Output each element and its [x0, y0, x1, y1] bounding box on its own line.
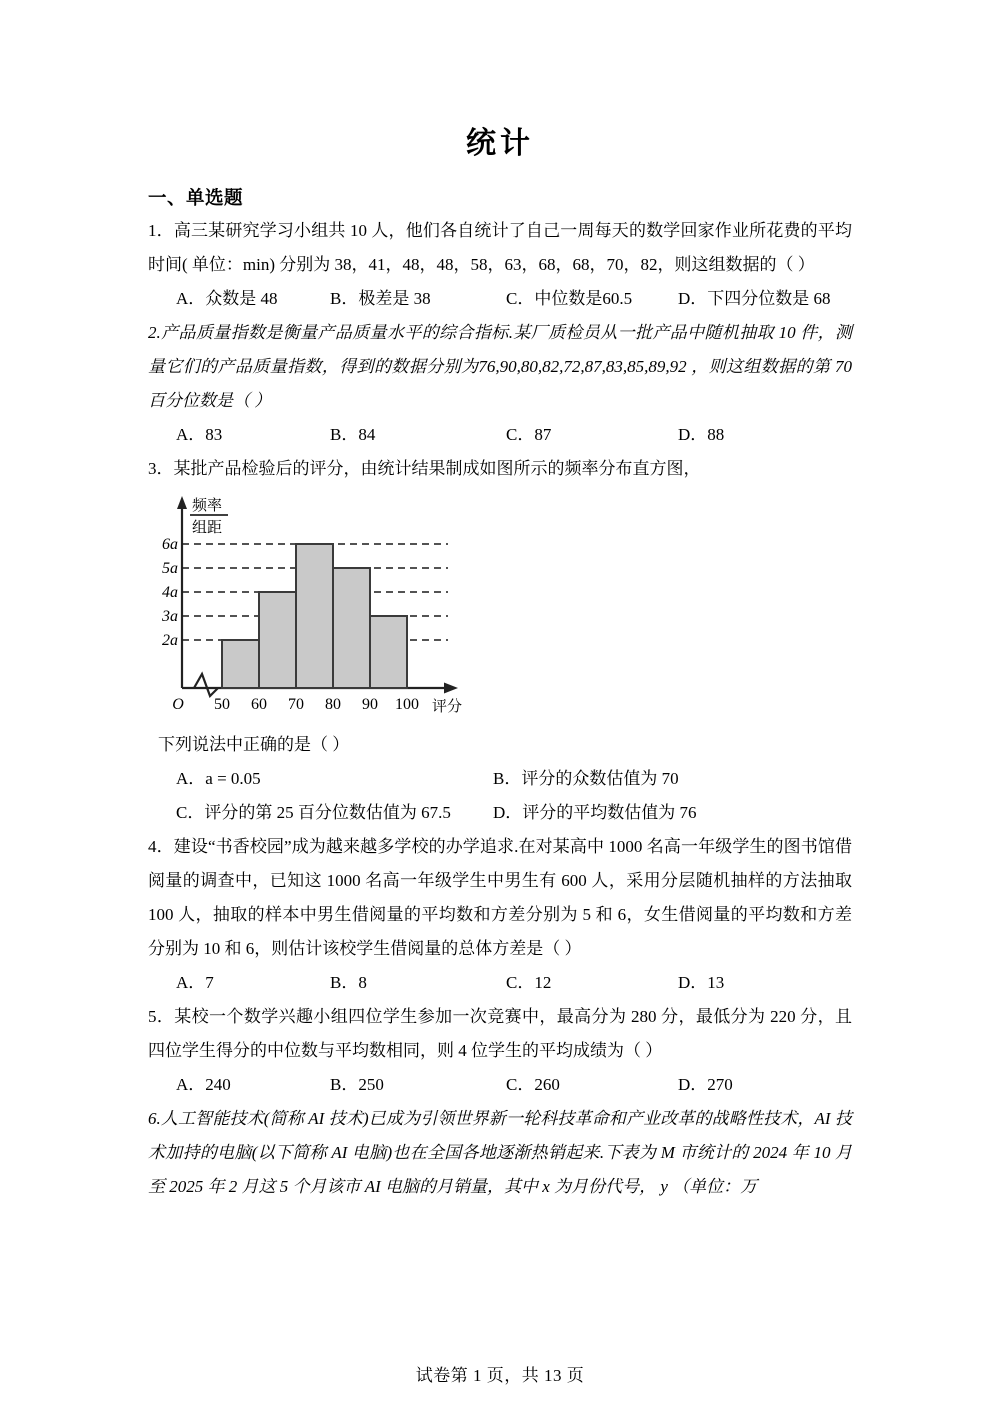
question-4-options	[148, 966, 852, 1000]
question-1-options	[148, 282, 852, 316]
question-2-text: 2.产品质量指数是衡量产品质量水平的综合指标.某厂质检员从一批产品中随机抽取 10 件，测量它们的产品质量指数，得到的数据分别为76,90,80,82,72,87,83,85,89,92 ，则这组数据的第 70 百分位数是（ ）	[148, 323, 852, 410]
question-5-options	[148, 1068, 852, 1102]
y-axis-label-numerator: 频率	[192, 498, 223, 514]
y-tick-2a: 2a	[162, 632, 178, 649]
bar-60-70	[259, 592, 296, 688]
y-tick-3a: 3a	[162, 608, 178, 625]
question-5-option-b[interactable]: B．250	[330, 1075, 384, 1094]
y-axis-arrow-icon	[177, 496, 187, 509]
x-tick-80: 80	[325, 696, 341, 713]
question-2-option-b[interactable]: B．84	[330, 425, 376, 444]
x-tick-90: 90	[362, 696, 378, 713]
section-heading: 一、单选题	[148, 189, 244, 209]
page-footer: 试卷第 1 页，共 13 页	[415, 1366, 585, 1385]
question-4-option-b[interactable]: B．8	[330, 973, 367, 992]
question-3-prompt: 下列说法中正确的是（ ）	[158, 735, 350, 754]
frequency-distribution-histogram	[156, 488, 486, 728]
x-tick-50: 50	[214, 696, 230, 713]
question-1-option-a[interactable]: A．众数是 48	[176, 289, 278, 308]
question-5-text: 5．某校一个数学兴趣小组四位学生参加一次竞赛中，最高分为 280 分，最低分为 220 分，且四位学生得分的中位数与平均数相同，则 4 位学生的平均成绩为（ ）	[148, 1007, 852, 1060]
question-3-text: 3．某批产品检验后的评分，由统计结果制成如图所示的频率分布直方图，	[148, 459, 701, 478]
question-3-option-a[interactable]: A．a = 0.05	[176, 769, 261, 788]
question-3-options-row-1	[148, 762, 852, 796]
bar-80-90	[333, 568, 370, 688]
axis-break-icon	[194, 674, 218, 696]
x-axis-label: 评分	[432, 699, 463, 715]
y-axis-label-denominator: 组距	[192, 520, 223, 536]
question-1-option-b[interactable]: B．极差是 38	[330, 289, 431, 308]
question-5-option-c[interactable]: C．260	[506, 1075, 560, 1094]
question-3-option-b[interactable]: B．评分的众数估值为 70	[493, 769, 679, 788]
y-tick-4a: 4a	[162, 584, 178, 601]
question-1-text: 1．高三某研究学习小组共 10 人，他们各自统计了自己一周每天的数学回家作业所花费的平均时间( 单位：min) 分别为 38，41，48，48，58，63，68，68，70，82，则这组数据的（ ）	[148, 221, 852, 274]
question-5-option-a[interactable]: A．240	[176, 1075, 231, 1094]
y-tick-6a: 6a	[162, 536, 178, 553]
bar-90-100	[370, 616, 407, 688]
question-2-option-a[interactable]: A．83	[176, 425, 223, 444]
x-tick-70: 70	[288, 696, 304, 713]
question-4-option-a[interactable]: A．7	[176, 973, 214, 992]
bar-50-60	[222, 640, 259, 688]
question-3-option-d[interactable]: D．评分的平均数估值为 76	[493, 803, 697, 822]
x-tick-100: 100	[395, 696, 419, 713]
question-3-options-row-2	[148, 796, 852, 830]
histogram-svg	[156, 488, 486, 723]
question-6-text: 6.人工智能技术(简称 AI 技术)已成为引领世界新一轮科技革命和产业改革的战略性技术，AI 技术加持的电脑(以下简称 AI 电脑)也在全国各地逐渐热销起来.下表为 M 市统计的 2024 年 10 月至 2025 年 2 月这 5 个月该市 AI 电脑的月销量，其中 x 为月份代号， y （单位：万	[148, 1109, 852, 1196]
question-2-option-d[interactable]: D．88	[678, 425, 725, 444]
page-title: 统计	[466, 127, 534, 160]
x-axis-arrow-icon	[444, 683, 458, 694]
question-1-option-c[interactable]: C．中位数是60.5	[506, 289, 633, 308]
question-4-text: 4．建设“书香校园”成为越来越多学校的办学追求.在对某高中 1000 名高一年级学生的图书馆借阅量的调查中，已知这 1000 名高一年级学生中男生有 600 人，采用分层随机抽样的方法抽取 100 人，抽取的样本中男生借阅量的平均数和方差分别为 5 和 6，女生借阅量的平均数和方差分别为 10 和 6，则估计该校学生借阅量的总体方差是（ ）	[148, 837, 852, 958]
question-4-option-c[interactable]: C．12	[506, 973, 552, 992]
question-3-option-c[interactable]: C．评分的第 25 百分位数估值为 67.5	[176, 803, 451, 822]
question-2-options	[148, 418, 852, 452]
question-2-option-c[interactable]: C．87	[506, 425, 552, 444]
question-1-option-d[interactable]: D．下四分位数是 68	[678, 289, 831, 308]
x-tick-60: 60	[251, 696, 267, 713]
y-tick-5a: 5a	[162, 560, 178, 577]
question-5-option-d[interactable]: D．270	[678, 1075, 733, 1094]
question-4-option-d[interactable]: D．13	[678, 973, 725, 992]
origin-label: O	[172, 696, 184, 713]
bar-70-80	[296, 544, 333, 688]
